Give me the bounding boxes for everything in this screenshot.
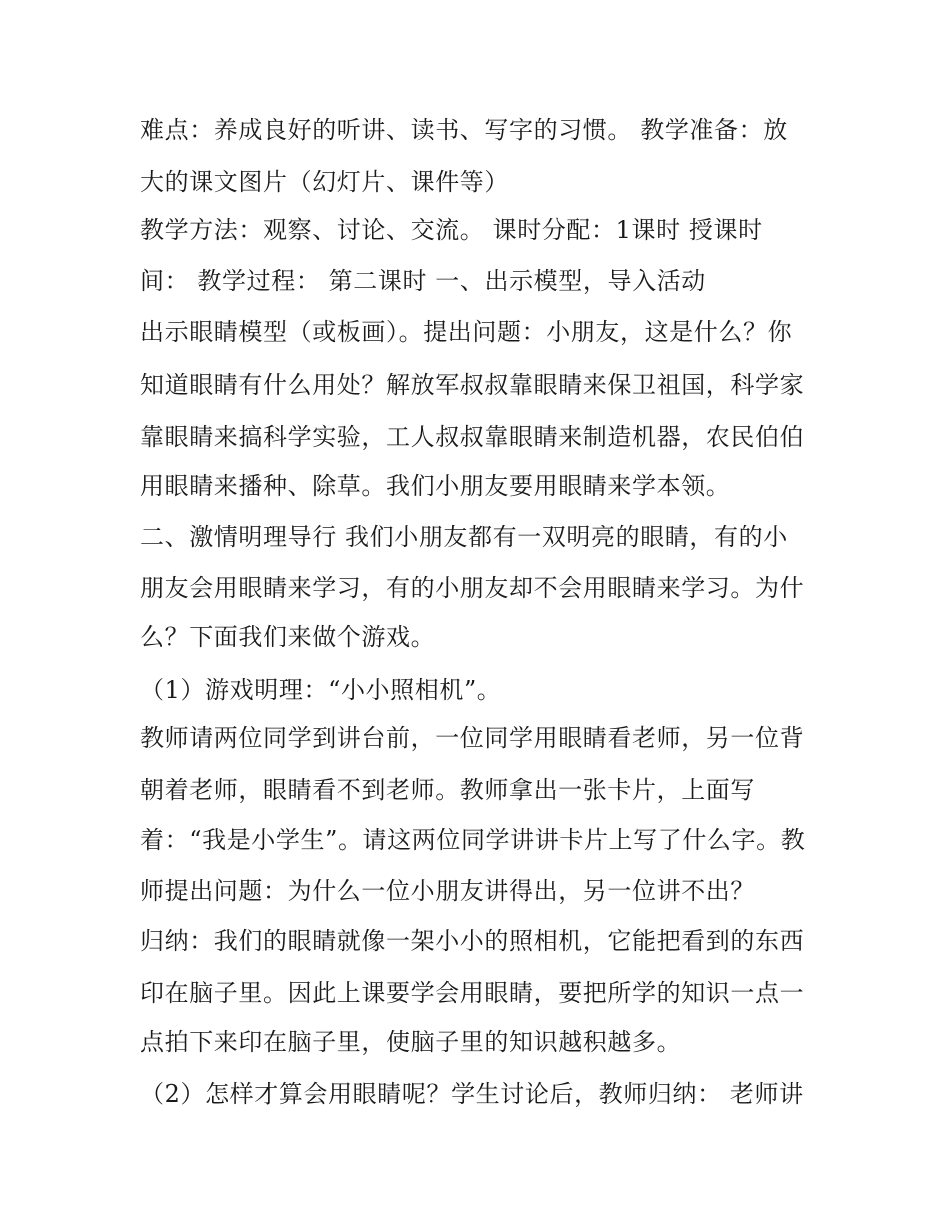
text-line: 点拍下来印在脑子里，使脑子里的知识越积越多。 xyxy=(140,1028,682,1056)
text-line: 难点：养成良好的听讲、读书、写字的习惯。 教学准备：放 xyxy=(140,116,788,144)
text-line: 朝着老师，眼睛看不到老师。教师拿出一张卡片，上面写 xyxy=(140,776,755,804)
text-line: 着：“我是小学生”。请这两位同学讲讲卡片上写了什么字。教 xyxy=(140,826,806,854)
text-line: 归纳：我们的眼睛就像一架小小的照相机，它能把看到的东西 xyxy=(140,927,805,955)
text-line: （2）怎样才算会用眼睛呢？学生讨论后，教师归纳： 老师讲 xyxy=(140,1080,804,1108)
text-line: 间： 教学过程： 第二课时 一、出示模型，导入活动 xyxy=(140,267,706,295)
text-line: 大的课文图片（幻灯片、课件等） xyxy=(140,168,509,196)
text-line: 出示眼睛模型（或板画）。提出问题：小朋友，这是什么？你 xyxy=(140,318,793,346)
text-line: 师提出问题：为什么一位小朋友讲得出，另一位讲不出？ xyxy=(140,877,755,905)
text-line: 朋友会用眼睛来学习，有的小朋友却不会用眼睛来学习。为什 xyxy=(140,574,805,602)
text-line: 教学方法：观察、讨论、交流。 课时分配：1课时 授课时 xyxy=(140,216,763,244)
text-line: 知道眼睛有什么用处？解放军叔叔靠眼睛来保卫祖国，科学家 xyxy=(140,371,805,399)
text-line: 教师请两位同学到讲台前，一位同学用眼睛看老师，另一位背 xyxy=(140,724,805,752)
text-line: 用眼睛来播种、除草。我们小朋友要用眼睛来学本领。 xyxy=(140,472,731,500)
text-line: 么？下面我们来做个游戏。 xyxy=(140,623,436,651)
text-line: 印在脑子里。因此上课要学会用眼睛，要把所学的知识一点一 xyxy=(140,979,805,1007)
text-line: （1）游戏明理：“小小照相机”。 xyxy=(140,676,502,704)
text-line: 靠眼睛来搞科学实验，工人叔叔靠眼睛来制造机器，农民伯伯 xyxy=(140,423,805,451)
text-line: 二、激情明理导行 我们小朋友都有一双明亮的眼睛，有的小 xyxy=(140,523,788,551)
